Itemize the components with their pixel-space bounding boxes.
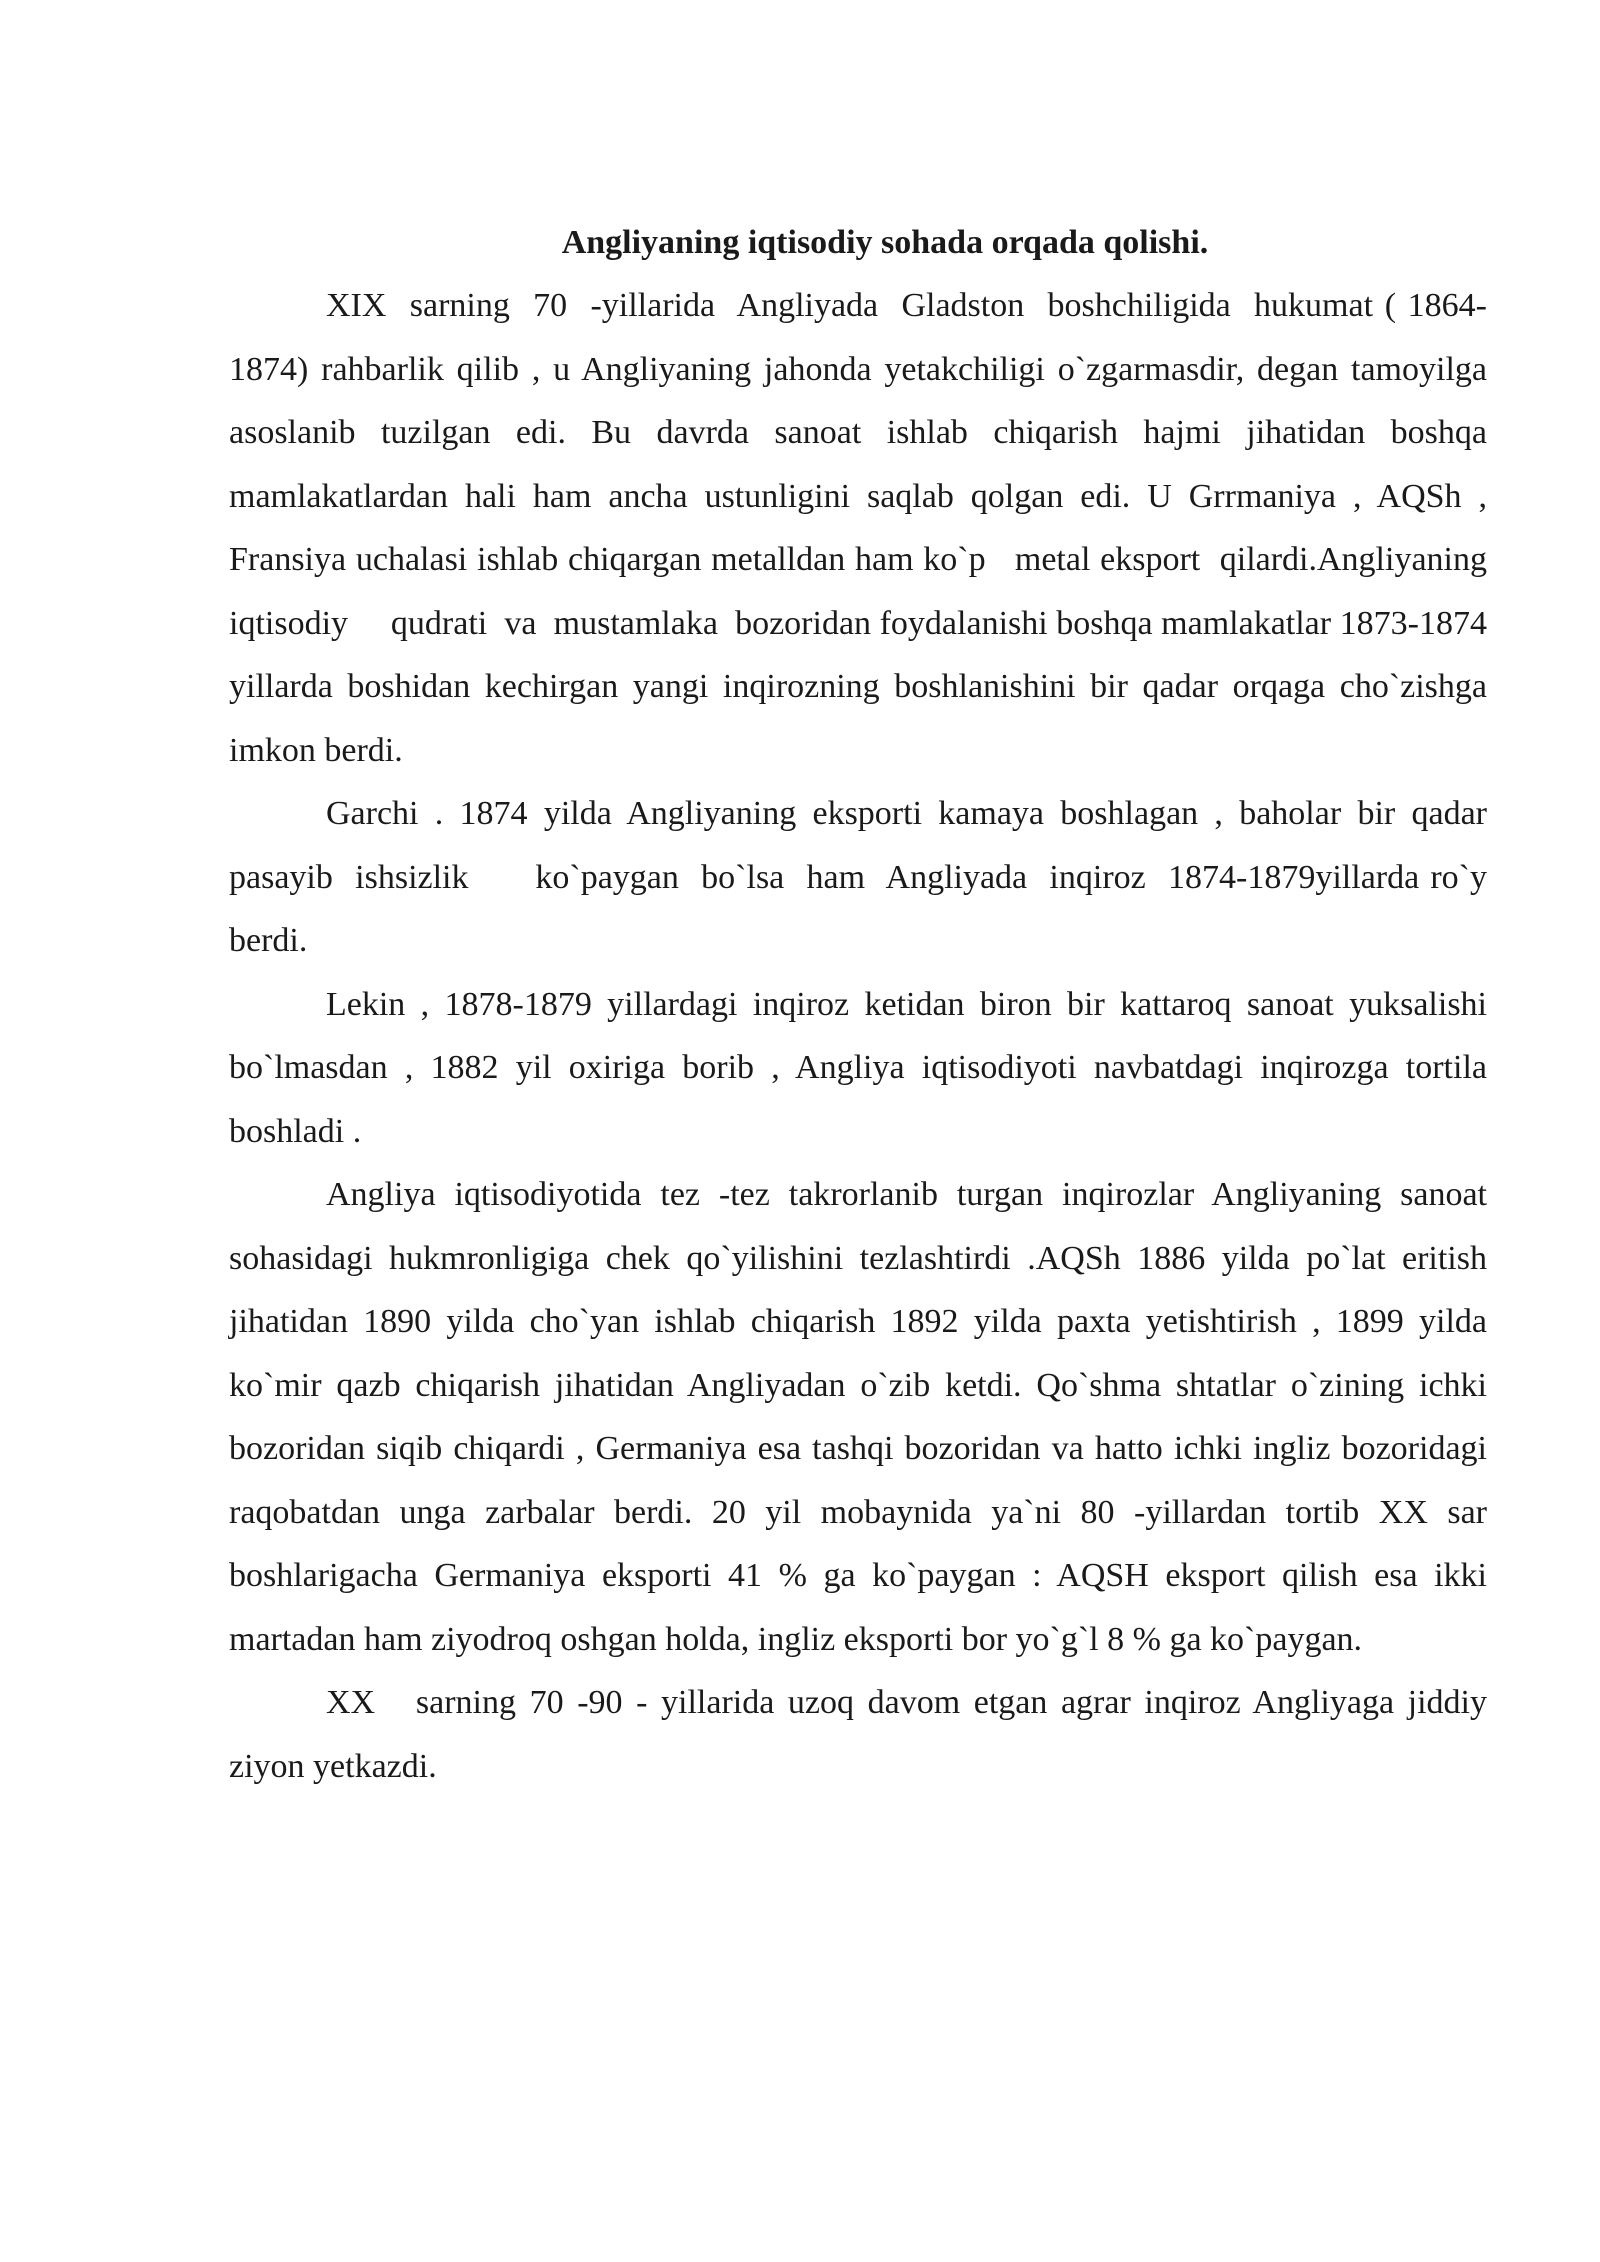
paragraph-4: Angliya iqtisodiyotida tez -tez takrorlanib turgan inqirozlar Angliyaning sanoat sohasidagi hukmronligiga chek qo`yilishini tezlashtirdi .AQSh 1886 yilda po`lat eritish jihatidan 1890 yilda cho`yan ishlab chiqarish 1892 yilda paxta yetishtirish , 1899 yilda ko`mir qazb chiqarish jihatidan Angliyadan o`zib ketdi. Qo`shma shtatlar o`zining ichki bozoridan siqib chiqardi , Germaniya esa tashqi bozoridan va hatto ichki ingliz bozoridagi raqobatdan unga zarbalar berdi. 20 yil mobaynida ya`ni 80 -yillardan tortib XX sar boshlarigacha Germaniya eksporti 41 % ga ko`paygan : AQSH eksport qilish esa ikki martadan ham ziyodroq oshgan holda, ingliz eksporti bor yo`g`l 8 % ga ko`paygan. <box>229 1176 1496 1658</box>
paragraph-1: XIX sarning 70 -yillarida Angliyada Gladston boshchiligida hukumat ( 1864-1874) rahbarlik qilib , u Angliyaning jahonda yetakchiligi o`zgarmasdir, degan tamoyilga asoslanib tuzilgan edi. Bu davrda sanoat ishlab chiqarish hajmi jihatidan boshqa mamlakatlardan hali ham ancha ustunligini saqlab qolgan edi. U Grrmaniya , AQSh , Fransiya uchalasi ishlab chiqargan metalldan ham ko`p metal eksport qilardi.Angliyaning iqtisodiy qudrati va mustamlaka bozoridan foydalanishi boshqa mamlakatlar 1873-1874 yillarda boshidan kechirgan yangi inqirozning boshlanishini bir qadar orqaga cho`zishga imkon berdi. <box>229 287 1504 769</box>
document-body <box>229 211 1504 1798</box>
paragraph-2: Garchi . 1874 yilda Angliyaning eksporti kamaya boshlagan , baholar bir qadar pasayib ishsizlik ko`paygan bo`lsa ham Angliyada inqiroz 1874-1879yillarda ro`y berdi. <box>229 795 1504 959</box>
paragraph-5: XX sarning 70 -90 - yillarida uzoq davom etgan agrar inqiroz Angliyaga jiddiy ziyon yetkazdi. <box>229 1684 1496 1785</box>
document-title: Angliyaning iqtisodiy sohada orqada qolishi. <box>561 224 1209 261</box>
paragraph-3: Lekin , 1878-1879 yillardagi inqiroz ketidan biron bir kattaroq sanoat yuksalishi bo`lmasdan , 1882 yil oxiriga borib , Angliya iqtisodiyoti navbatdagi inqirozga tortila boshladi . <box>229 985 1496 1150</box>
